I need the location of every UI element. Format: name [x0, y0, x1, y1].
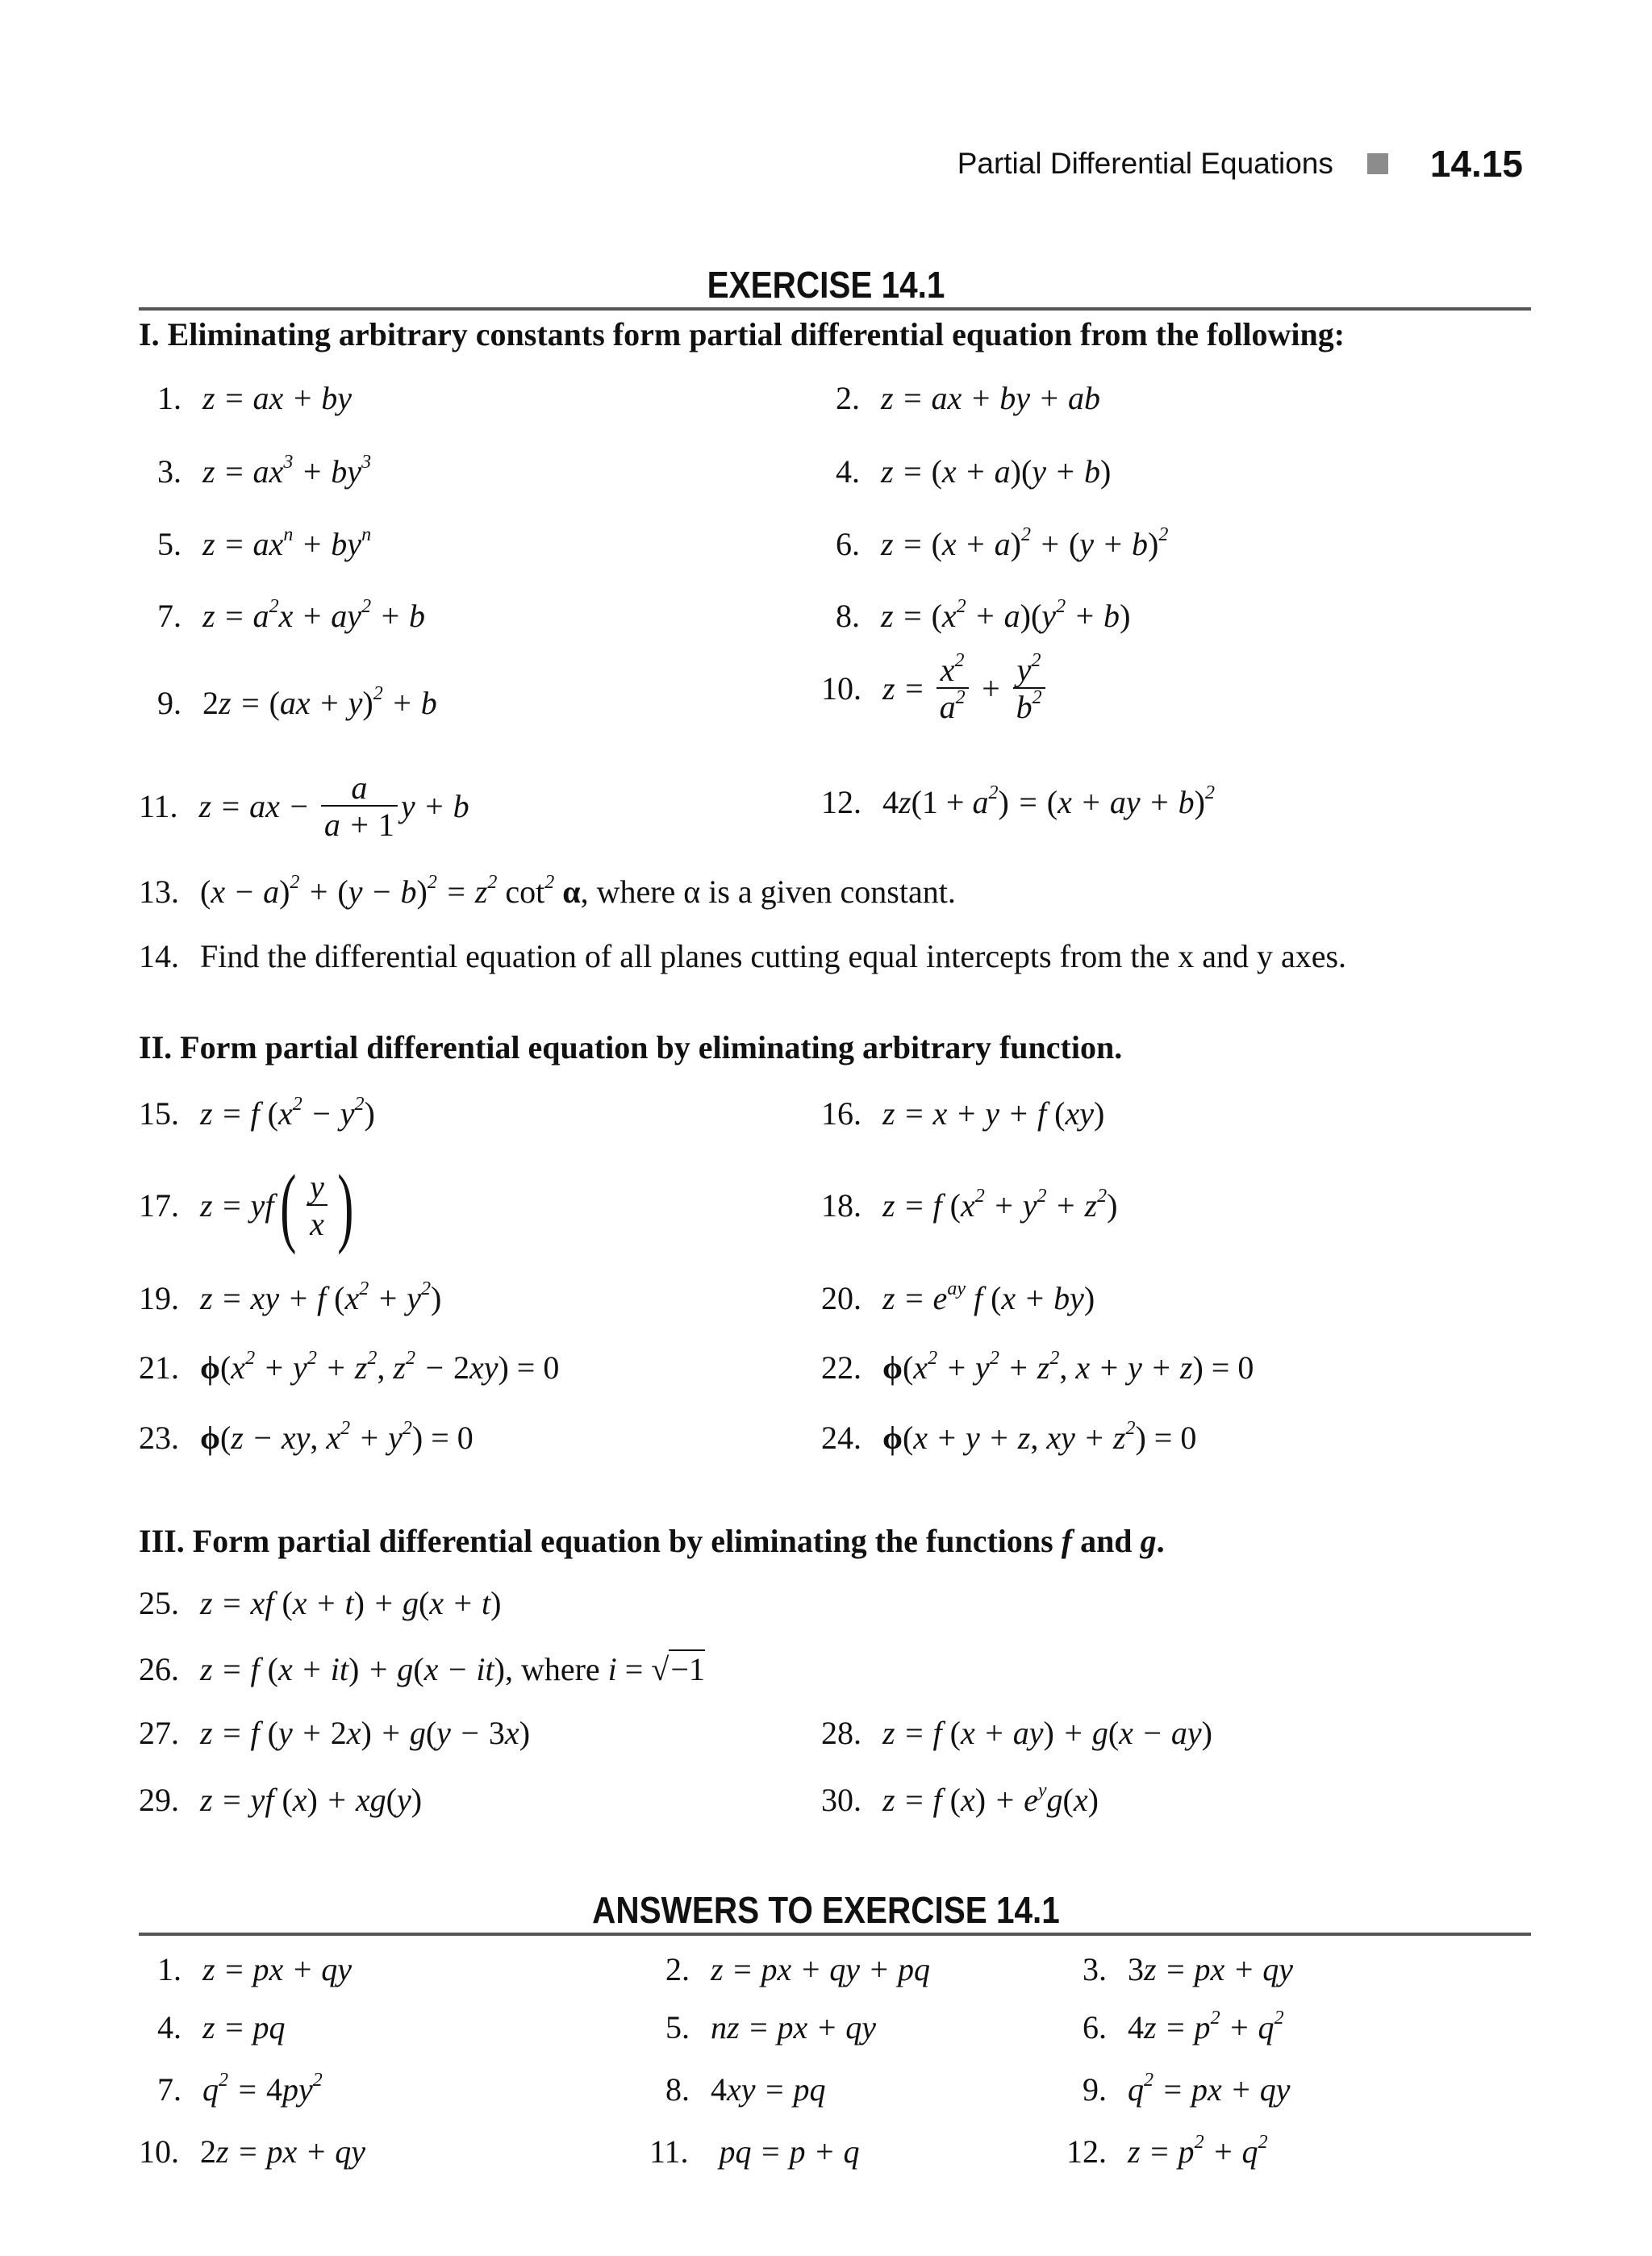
- problem-number: 16.: [821, 1095, 861, 1132]
- problem-25: [139, 1587, 501, 1620]
- problem-24: [821, 1418, 1197, 1456]
- problem-29: [139, 1784, 422, 1816]
- problem-4: [836, 453, 1112, 490]
- equation: z = f (y + 2x) + g(y − 3x): [200, 1715, 531, 1751]
- equation: ϕ(x + y + z, xy + $z^2) = 0$: [882, 1418, 1197, 1456]
- running-title: Partial Differential Equations: [957, 147, 1333, 180]
- problem-number: 18.: [821, 1187, 861, 1224]
- equation: z = px + qy: [202, 1951, 353, 1987]
- problem-number: 26.: [139, 1651, 179, 1687]
- problem-15: [139, 1094, 375, 1132]
- equation: $4z(1 + a^2) = (x$ + ay + b)$^2$: [882, 782, 1215, 820]
- problem-13: [139, 872, 956, 910]
- answer-9: [1083, 2070, 1291, 2108]
- problem-number: 8.: [836, 598, 860, 634]
- problem-number: 25.: [139, 1585, 179, 1621]
- problem-number: 13.: [139, 874, 179, 910]
- problem-18: [821, 1186, 1118, 1224]
- equation: nz = px + qy: [711, 2009, 877, 2045]
- problem-number: 14.: [139, 938, 179, 974]
- answer-5: [665, 2009, 877, 2045]
- problem-number: 22.: [821, 1349, 861, 1386]
- answer-11: [649, 2133, 860, 2170]
- equation: ϕ(z − xy, $x^2 + y^2) = 0$: [200, 1418, 473, 1456]
- problem-20: [821, 1278, 1095, 1316]
- equation: z = ax + by: [202, 380, 353, 416]
- problem-26-text: , where: [504, 1651, 608, 1687]
- problem-21: [139, 1348, 560, 1386]
- answer-2: [665, 1951, 931, 1987]
- equation: $\phi(x^2 + y^2 + z^2$, $z^2 - 2xy) = 0$: [200, 1348, 560, 1386]
- equation: $q^2 = 4py^2$: [202, 2070, 323, 2108]
- equation: z = ax + by + ab: [881, 380, 1101, 416]
- problem-14: [139, 940, 1346, 973]
- problem-14-text: Find the differential equation of all planes cutting equal intercepts from the x and y axes.: [200, 938, 1347, 974]
- equation: 4xy = pq: [711, 2071, 826, 2108]
- equation: z = f $(x^2 - y^2)$: [200, 1094, 375, 1132]
- problem-11: [139, 771, 469, 842]
- problem-1: [157, 382, 352, 415]
- problem-22: [821, 1348, 1254, 1386]
- equation: z = xy + f $(x^2 + y^2)$: [200, 1278, 442, 1316]
- answer-number: 10.: [139, 2133, 179, 2170]
- problem-9: [157, 683, 437, 721]
- equation: z = $\frac{x^2}{a^2}$ + $\frac{y^2}{b^2}$: [882, 653, 1049, 724]
- answer-number: 1.: [157, 1951, 181, 1987]
- square-bullet-icon: [1367, 153, 1388, 174]
- equation: z = xf (x + t) + g(x + t): [200, 1585, 502, 1621]
- problem-number: 11.: [139, 788, 178, 824]
- problem-number: 27.: [139, 1715, 179, 1751]
- problem-number: 2.: [836, 380, 860, 416]
- running-header: [957, 142, 1523, 186]
- answer-1: [157, 1951, 353, 1987]
- problem-number: 3.: [157, 453, 181, 490]
- answer-3: [1083, 1951, 1294, 1987]
- answer-4: [157, 2009, 286, 2045]
- answer-number: 7.: [157, 2071, 181, 2108]
- problem-number: 5.: [157, 526, 181, 562]
- problem-6: [836, 524, 1169, 562]
- equation: z = yf( $\frac{y}{x}$ ): [200, 1157, 354, 1255]
- problem-number: 15.: [139, 1095, 179, 1132]
- equation: pq = p + q: [719, 2133, 860, 2170]
- problem-number: 29.: [139, 1782, 179, 1818]
- problem-26: [139, 1653, 705, 1686]
- equation: $z = a^2x + ay^2 + b$: [202, 596, 426, 634]
- answer-number: 12.: [1066, 2133, 1107, 2170]
- problem-5: [157, 524, 372, 562]
- section-3-title: III. Form partial differential equation by eliminating the functions f and g.: [139, 1523, 1165, 1559]
- problem-27: [139, 1717, 530, 1749]
- problem-16: [821, 1095, 1105, 1132]
- equation: $z = e^{ay}$ f (x + by): [882, 1278, 1095, 1316]
- page-number: 14.15: [1429, 143, 1523, 185]
- equation: $z = p^2 + q^2$: [1128, 2132, 1268, 2170]
- equation: $q^2$ = px + qy: [1128, 2070, 1291, 2108]
- problem-number: 30.: [821, 1782, 861, 1818]
- equation: $4z = p^2 + q^2$: [1128, 2008, 1284, 2045]
- problem-number: 17.: [139, 1187, 179, 1224]
- problem-number: 10.: [821, 670, 861, 707]
- heading-rule: [139, 307, 1531, 311]
- equation: 3z = px + qy: [1128, 1951, 1294, 1987]
- answer-8: [665, 2071, 826, 2108]
- answer-number: 2.: [665, 1951, 690, 1987]
- problem-30: [821, 1780, 1099, 1818]
- equation: $\phi(x^2 + y^2 + z^2$, x + y + z) = 0: [882, 1348, 1254, 1386]
- problem-number: 24.: [821, 1420, 861, 1456]
- answer-number: 9.: [1083, 2071, 1107, 2108]
- equation: z = f (x + ay) + g(x − ay): [882, 1715, 1212, 1751]
- answer-number: 8.: [665, 2071, 690, 2108]
- answer-number: 4.: [157, 2009, 181, 2045]
- equation: z = (x + a)(y + b): [881, 453, 1112, 490]
- problem-10: [821, 650, 1049, 725]
- equation: z = f $(x) + e^yg(x)$: [882, 1780, 1099, 1818]
- section-1-title: I. Eliminating arbitrary constants form partial differential equation from the following:: [139, 316, 1345, 352]
- problem-23: [139, 1418, 473, 1456]
- problem-number: 9.: [157, 685, 181, 721]
- equation: z = x + y + f (xy): [882, 1095, 1105, 1132]
- equation: z = px + qy + pq: [711, 1951, 931, 1987]
- answer-number: 6.: [1083, 2009, 1107, 2045]
- equation: z = f (x + it) + g(x − it): [200, 1651, 505, 1687]
- equation: $z = ax^n + by^n$: [202, 524, 372, 562]
- equation: z = yf (x) + xg(y): [200, 1782, 423, 1818]
- equation: z = pq: [202, 2009, 286, 2045]
- answers-rule: [139, 1933, 1531, 1936]
- section-2-title: II. Form partial differential equation by eliminating arbitrary function.: [139, 1029, 1123, 1065]
- problem-number: 20.: [821, 1280, 861, 1316]
- equation: i = √−1: [607, 1651, 705, 1687]
- equation: z = f $(x^2 + y^2 + z^2)$: [882, 1186, 1118, 1224]
- answer-6: [1083, 2008, 1284, 2045]
- problem-19: [139, 1278, 442, 1316]
- problem-2: [836, 382, 1100, 415]
- problem-number: 6.: [836, 526, 860, 562]
- problem-28: [821, 1717, 1212, 1749]
- problem-7: [157, 596, 426, 634]
- equation: 2z = px + qy: [200, 2133, 366, 2170]
- problem-number: 28.: [821, 1715, 861, 1751]
- problem-8: [836, 596, 1131, 634]
- equation: $(x - a)^2 + (y - b)^2 = z^2$ $\cot^2 \alpha$: [200, 872, 581, 910]
- problem-12: [821, 782, 1215, 820]
- problem-number: 7.: [157, 598, 181, 634]
- equation: $z = ax^3 + by^3$: [202, 452, 372, 490]
- equation: 2z = (ax + y)$^2$ + b: [202, 683, 437, 721]
- problem-number: 4.: [836, 453, 860, 490]
- answers-heading: ANSWERS TO EXERCISE 14.1: [592, 1889, 1060, 1931]
- exercise-heading: EXERCISE 14.1: [707, 264, 945, 306]
- problem-number: 21.: [139, 1349, 179, 1386]
- equation: $z = (x + a)^2 + (y + b)^2$: [881, 524, 1169, 562]
- problem-3: [157, 452, 372, 490]
- answer-12: [1066, 2132, 1268, 2170]
- problem-number: 1.: [157, 380, 181, 416]
- answer-10: [139, 2133, 366, 2170]
- answer-number: 3.: [1083, 1951, 1107, 1987]
- problem-number: 12.: [821, 784, 861, 820]
- answer-number: 11.: [649, 2133, 689, 2170]
- answer-7: [157, 2070, 323, 2108]
- equation: $z = (x^2 + a)(y^2 + b)$: [881, 596, 1131, 634]
- problem-13-text: , where α is a given constant.: [580, 874, 956, 910]
- problem-17: [139, 1157, 360, 1255]
- answer-number: 5.: [665, 2009, 690, 2045]
- equation: z = ax − $\frac{a}{a + 1}$ y + b: [198, 769, 469, 843]
- problem-number: 23.: [139, 1420, 179, 1456]
- problem-number: 19.: [139, 1280, 179, 1316]
